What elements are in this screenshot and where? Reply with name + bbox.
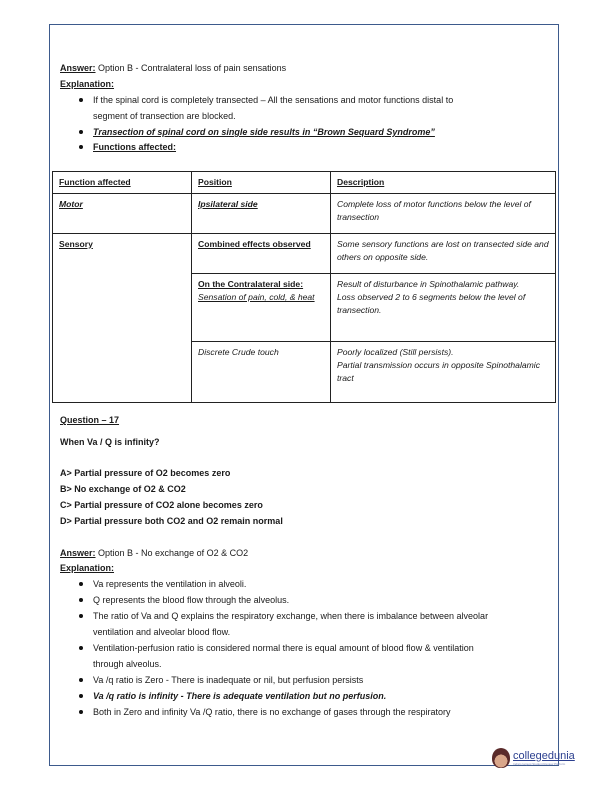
bullet-text: Va /q ratio is Zero - There is inadequate or nil, but perfusion persists — [93, 675, 364, 685]
explanation-label: Explanation: — [60, 563, 115, 573]
sensory-function: Sensory — [53, 234, 192, 403]
question-heading: Question – 17 — [60, 415, 120, 425]
answer-line — [60, 547, 248, 559]
motor-description: Complete loss of motor functions below the level of transection — [331, 194, 556, 234]
description-line: Loss observed 2 to 6 segments below the level of transection. — [337, 292, 526, 315]
answer-label: Answer: — [60, 63, 96, 73]
bullet-text: through alveolus. — [93, 659, 162, 669]
bullet-text: segment of transection are blocked. — [93, 111, 236, 121]
motor-function: Motor — [53, 194, 192, 234]
sensory-position: Discrete Crude touch — [192, 342, 331, 403]
collegedunia-logo — [492, 748, 575, 768]
sensory-position — [192, 274, 331, 342]
bullet-icon — [79, 614, 83, 618]
bullet-text: Va represents the ventilation in alveoli. — [93, 579, 247, 589]
bullet-icon — [79, 646, 83, 650]
bullet-icon — [79, 582, 83, 586]
position-heading: On the Contralateral side: — [198, 279, 304, 289]
motor-position: Ipsilateral side — [192, 194, 331, 234]
logo-name: collegedunia — [513, 749, 575, 762]
mascot-icon — [492, 748, 510, 768]
answer-line — [60, 62, 286, 74]
explanation-label: Explanation: — [60, 79, 115, 89]
position-text: Sensation of pain, cold, & heat — [198, 292, 315, 302]
option-d: D> Partial pressure both CO2 and O2 remain normal — [60, 516, 283, 526]
bullet-text: Both in Zero and infinity Va /Q ratio, there is no exchange of gases through the respiratory — [93, 707, 451, 717]
bullet-text: Q represents the blood flow through the alveolus. — [93, 595, 290, 605]
bullet-text: Transection of spinal cord on single side results in “Brown Sequard Syndrome” — [93, 127, 435, 137]
bullet-text: Ventilation-perfusion ratio is considered normal there is equal amount of blood flow & ventilation — [93, 643, 474, 653]
description-line: Result of disturbance in Spinothalamic pathway. — [337, 279, 520, 289]
description-line: Partial transmission occurs in opposite Spinothalamic tract — [337, 360, 541, 383]
header-position: Position — [192, 172, 331, 194]
bullet-text: ventilation and alveolar blood flow. — [93, 627, 231, 637]
functions-table — [52, 171, 556, 403]
option-c: C> Partial pressure of CO2 alone becomes zero — [60, 500, 263, 510]
option-a: A> Partial pressure of O2 becomes zero — [60, 468, 231, 478]
bullet-icon — [79, 130, 83, 134]
bullet-icon — [79, 678, 83, 682]
bullet-icon — [79, 710, 83, 714]
bullet-text: The ratio of Va and Q explains the respiratory exchange, when there is imbalance between alveolar — [93, 611, 489, 621]
sensory-description — [331, 274, 556, 342]
option-b: B> No exchange of O2 & CO2 — [60, 484, 186, 494]
answer-label: Answer: — [60, 548, 96, 558]
bullet-icon — [79, 598, 83, 602]
bullet-text: Functions affected: — [93, 142, 177, 152]
header-function: Function affected — [53, 172, 192, 194]
sensory-description: Some sensory functions are lost on transected side and others on opposite side. — [331, 234, 556, 274]
sensory-position: Combined effects observed — [192, 234, 331, 274]
bullet-icon — [79, 694, 83, 698]
bullet-text: If the spinal cord is completely transected – All the sensations and motor functions distal to — [93, 95, 454, 105]
question-text: When Va / Q is infinity? — [60, 437, 160, 447]
bullet-icon — [79, 98, 83, 102]
bullet-icon — [79, 145, 83, 149]
bullet-text: Va /q ratio is infinity - There is adequate ventilation but no perfusion. — [93, 691, 387, 701]
answer-text: Option B - Contralateral loss of pain sensations — [95, 63, 287, 73]
answer-text: Option B - No exchange of O2 & CO2 — [95, 548, 249, 558]
header-description: Description — [331, 172, 556, 194]
logo-tagline: India's largest Student Review Platform — [513, 761, 566, 766]
description-line: Poorly localized (Still persists). — [337, 347, 454, 357]
sensory-description — [331, 342, 556, 403]
